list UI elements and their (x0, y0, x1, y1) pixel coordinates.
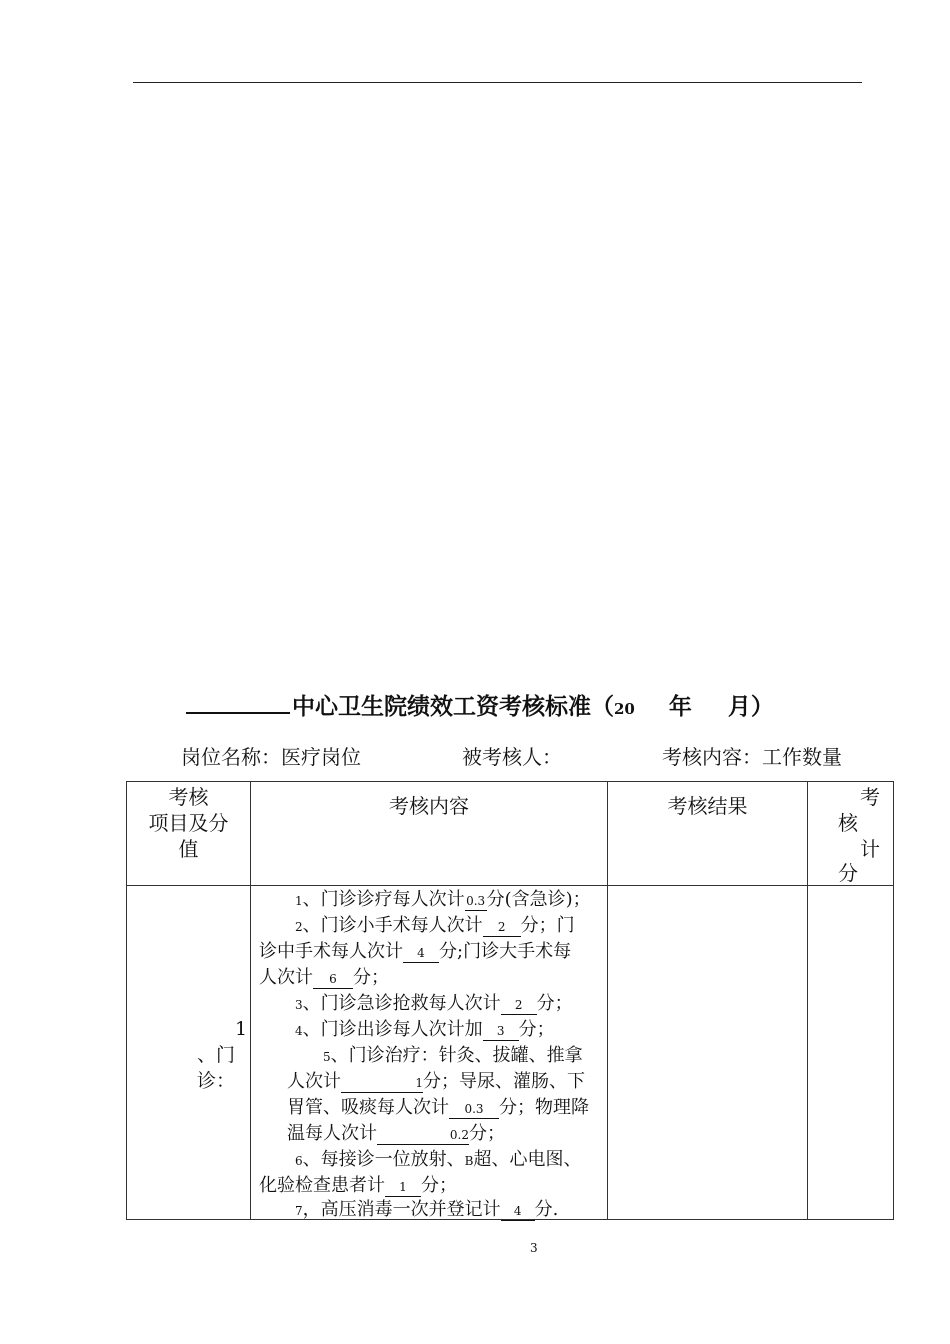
page-title: 中心卫生院绩效工资考核标准（20 年 月） (186, 686, 846, 726)
item-outpatient: 1 、门 诊： (127, 886, 251, 1220)
header-row (127, 782, 894, 886)
assessed-person: 被考核人： (462, 745, 562, 769)
score-cell (808, 886, 894, 1220)
content-line: 3、门诊急诊抢救每人次计 2 分； (295, 993, 573, 1014)
content-line: 温每人次计 0.2分； (287, 1123, 505, 1144)
content-line: 1、门诊诊疗每人次计0.3分(含急诊)； (295, 889, 591, 910)
assess-content: 考核内容：工作数量 (662, 745, 842, 769)
header-rule (133, 82, 862, 83)
page-number: 3 (530, 1241, 538, 1255)
content-list (251, 886, 608, 1220)
content-line: 人次计 6 分； (259, 967, 389, 988)
header-score: 考 核 计 分 (808, 782, 894, 886)
result-cell (608, 886, 808, 1220)
content-line: 2、门诊小手术每人次计 2 分；门 (295, 915, 575, 936)
assessment-table (126, 781, 894, 1220)
content-line: 化验检查患者计 1 分； (259, 1175, 457, 1196)
content-line: 6、每接诊一位放射、B超、心电图、 (295, 1149, 582, 1170)
content-line: 诊中手术每人次计 4 分;门诊大手术每 (259, 941, 572, 962)
content-line: 胃管、吸痰每人次计 0.3 分；物理降 (287, 1097, 589, 1118)
table-row (127, 886, 894, 1220)
content-line: 5、门诊治疗：针灸、拔罐、推拿 (323, 1045, 583, 1066)
header-content: 考核内容 (251, 782, 608, 886)
content-line: 7，高压消毒一次并登记计 4 分. (295, 1199, 559, 1220)
content-line: 人次计 1分；导尿、灌肠、下 (287, 1071, 585, 1092)
header-result: 考核结果 (608, 782, 808, 886)
content-line: 4、门诊出诊每人次计加 3 分； (295, 1019, 555, 1040)
header-item: 考核 项目及分 值 (127, 782, 251, 886)
post-name: 岗位名称：医疗岗位 (181, 745, 361, 769)
center-name-blank (186, 686, 290, 714)
